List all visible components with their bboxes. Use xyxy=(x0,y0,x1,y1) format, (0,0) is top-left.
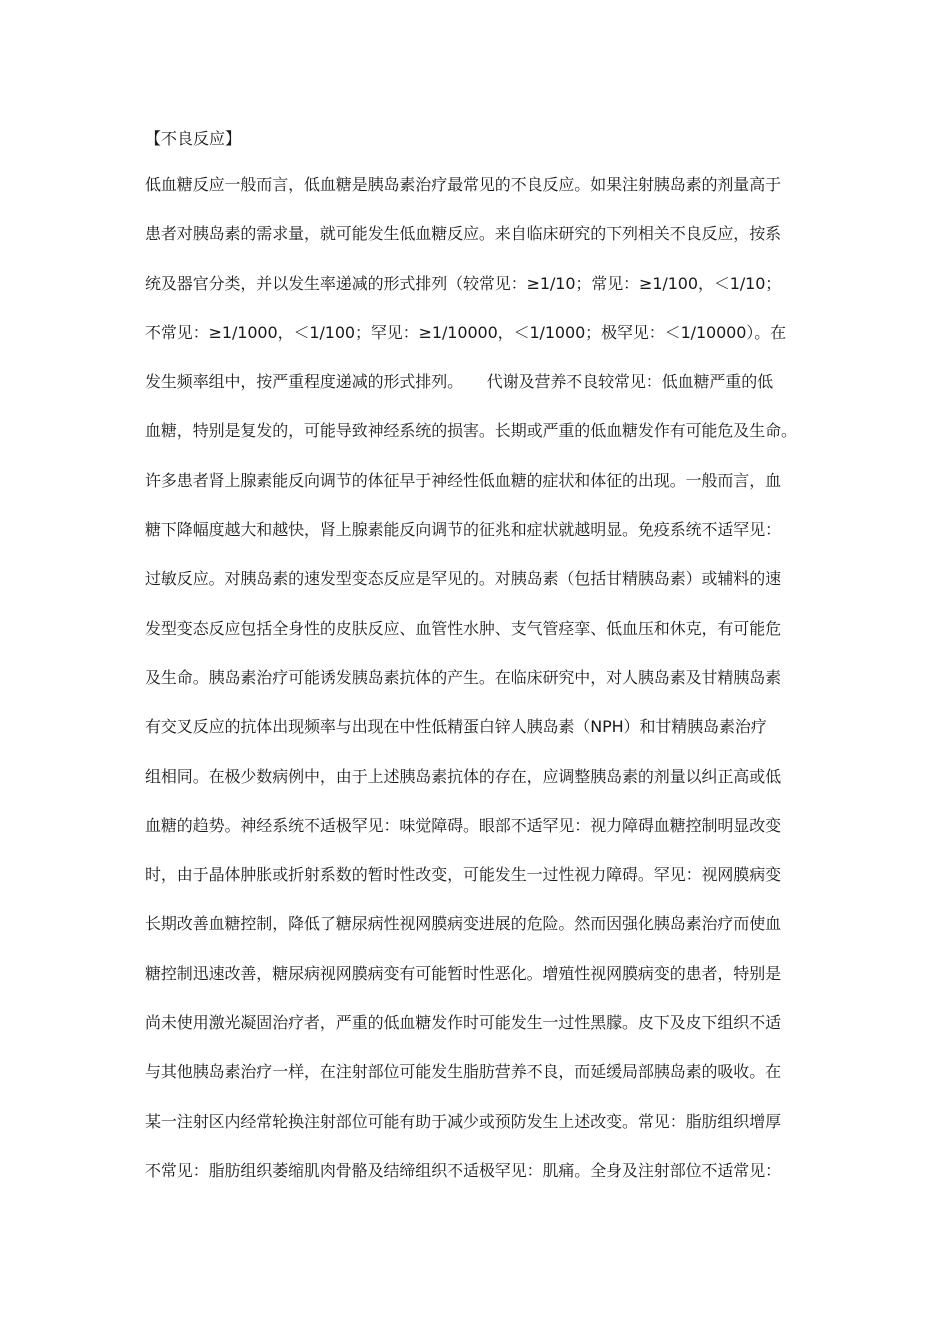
text-line: 过敏反应。对胰岛素的速发型变态反应是罕见的。对胰岛素（包括甘精胰岛素）或辅料的速 xyxy=(145,569,782,589)
body-paragraph xyxy=(145,174,815,1209)
text-line: 糖控制迅速改善，糖尿病视网膜病变有可能暂时性恶化。增殖性视网膜病变的患者，特别是 xyxy=(145,963,782,983)
text-line: 低血糖反应一般而言，低血糖是胰岛素治疗最常见的不良反应。如果注射胰岛素的剂量高于 xyxy=(145,175,782,194)
text-line: 组相同。在极少数病例中，由于上述胰岛素抗体的存在，应调整胰岛素的剂量以纠正高或低 xyxy=(145,766,782,786)
text-line: 发生频率组中，按严重程度递减的形式排列。 代谢及营养不良较常见：低血糖严重的低 xyxy=(145,372,774,392)
text-line: 与其他胰岛素治疗一样，在注射部位可能发生脂肪营养不良，而延缓局部胰岛素的吸收。在 xyxy=(145,1062,782,1082)
text-line: 及生命。胰岛素治疗可能诱发胰岛素抗体的产生。在临床研究中，对人胰岛素及甘精胰岛素 xyxy=(145,667,782,687)
text-line: 发型变态反应包括全身性的皮肤反应、血管性水肿、支气管痉挛、低血压和休克，有可能危 xyxy=(145,618,782,638)
text-line: 有交叉反应的抗体出现频率与出现在中性低精蛋白锌人胰岛素（NPH）和甘精胰岛素治疗 xyxy=(145,717,767,737)
section-heading: 【不良反应】 xyxy=(145,129,242,148)
text-line: 糖下降幅度越大和越快，肾上腺素能反向调节的征兆和症状就越明显。免疫系统不适罕见： xyxy=(145,520,782,540)
text-line: 长期改善血糖控制，降低了糖尿病性视网膜病变进展的危险。然而因强化胰岛素治疗而使血 xyxy=(145,914,782,934)
text-line: 患者对胰岛素的需求量，就可能发生低血糖反应。来自临床研究的下列相关不良反应，按系 xyxy=(145,224,782,244)
text-line: 血糖，特别是复发的，可能导致神经系统的损害。长期或严重的低血糖发作有可能危及生命。 xyxy=(145,421,797,441)
text-line: 尚未使用激光凝固治疗者，严重的低血糖发作时可能发生一过性黑朦。皮下及皮下组织不适 xyxy=(145,1013,782,1033)
text-line: 统及器官分类，并以发生率递减的形式排列（较常见：≥1/10；常见：≥1/100，＜1/10； xyxy=(145,273,782,293)
text-line: 血糖的趋势。神经系统不适极罕见：味觉障碍。眼部不适罕见：视力障碍血糖控制明显改变 xyxy=(145,815,782,835)
text-line: 时，由于晶体肿胀或折射系数的暂时性改变，可能发生一过性视力障碍。罕见：视网膜病变 xyxy=(145,865,782,885)
text-line: 不常见：脂肪组织萎缩肌肉骨骼及结缔组织不适极罕见：肌痛。全身及注射部位不适常见： xyxy=(145,1160,782,1180)
text-line: 不常见：≥1/1000，＜1/100；罕见：≥1/10000，＜1/1000；极罕见：＜1/10000）。在 xyxy=(145,322,787,342)
text-line: 许多患者肾上腺素能反向调节的体征早于神经性低血糖的症状和体征的出现。一般而言，血 xyxy=(145,470,782,490)
text-line: 某一注射区内经常轮换注射部位可能有助于减少或预防发生上述改变。常见：脂肪组织增厚 xyxy=(145,1111,782,1131)
